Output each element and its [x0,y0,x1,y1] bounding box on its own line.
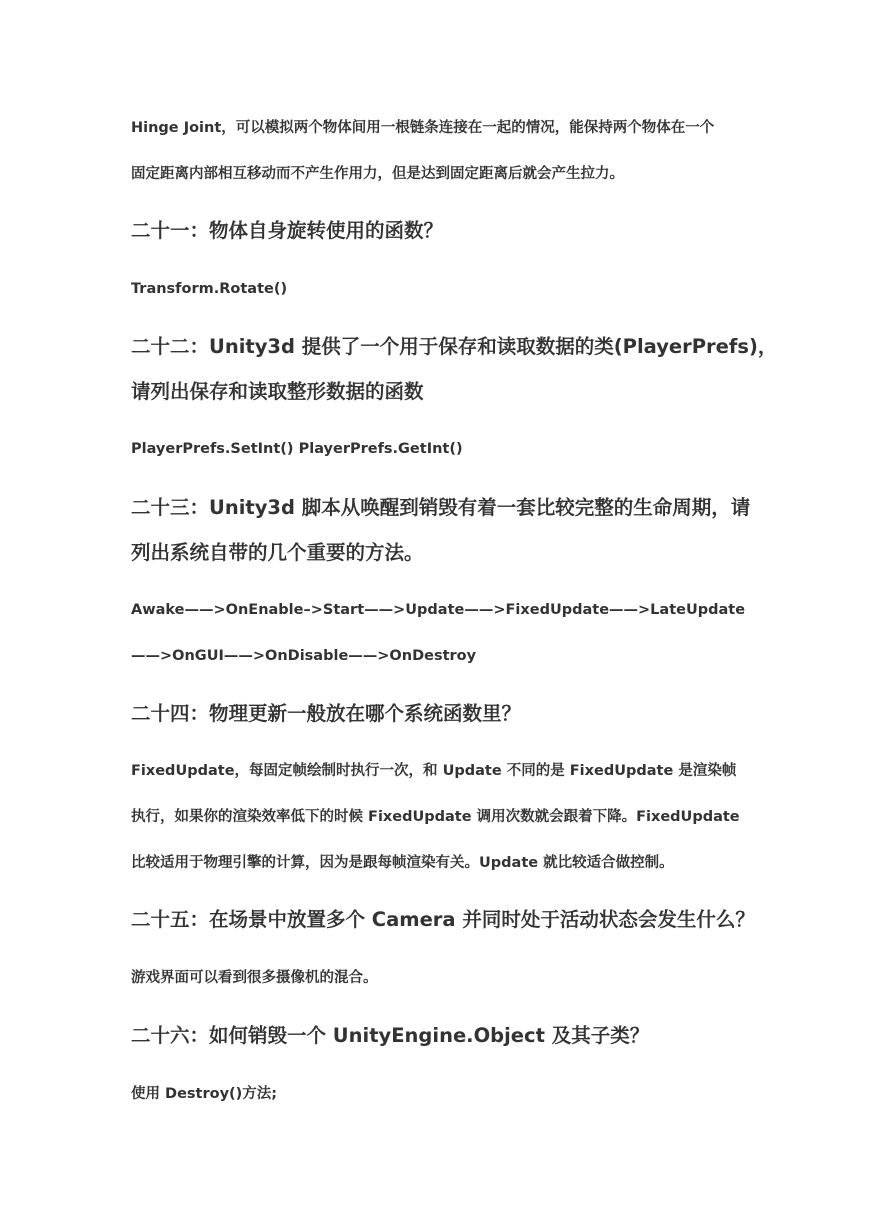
question-23-heading-line-2: 列出系统自带的几个重要的方法。 [131,541,424,564]
question-26-heading: 二十六：如何销毁一个 UnityEngine.Object 及其子类？ [131,1024,650,1047]
question-22-answer: PlayerPrefs.SetInt() PlayerPrefs.GetInt() [131,441,463,457]
question-21-answer: Transform.Rotate() [131,281,288,297]
question-25-heading: 二十五：在场景中放置多个 Camera 并同时处于活动状态会发生什么？ [131,908,755,931]
question-26-answer: 使用 Destroy()方法; [131,1086,278,1102]
question-24-heading: 二十四：物理更新一般放在哪个系统函数里？ [131,702,522,725]
question-21-heading: 二十一：物体自身旋转使用的函数？ [131,219,444,242]
hinge-joint-text-line-1: Hinge Joint，可以模拟两个物体间用一根链条连接在一起的情况，能保持两个物体在一个 [131,120,715,136]
question-24-answer-line-3: 比较适用于物理引擎的计算，因为是跟每帧渲染有关。Update 就比较适合做控制。 [131,855,674,871]
question-22-heading-line-2: 请列出保存和读取整形数据的函数 [131,380,424,403]
question-25-answer: 游戏界面可以看到很多摄像机的混合。 [131,970,378,986]
question-23-answer-line-2: ——>OnGUI——>OnDisable——>OnDestroy [131,648,477,664]
question-23-heading-line-1: 二十三：Unity3d 脚本从唤醒到销毁有着一套比较完整的生命周期，请 [131,496,751,519]
question-24-answer-line-2: 执行，如果你的渲染效率低下的时候 FixedUpdate 调用次数就会跟着下降。FixedUpdate [131,809,740,825]
question-24-answer-line-1: FixedUpdate，每固定帧绘制时执行一次，和 Update 不同的是 FixedUpdate 是渲染帧 [131,763,737,779]
question-23-answer-line-1: Awake——>OnEnable–>Start——>Update——>FixedUpdate——>LateUpdate [131,602,746,618]
question-22-heading-line-1: 二十二：Unity3d 提供了一个用于保存和读取数据的类(PlayerPrefs)， [131,335,778,358]
hinge-joint-text-line-2: 固定距离内部相互移动而不产生作用力，但是达到固定距离后就会产生拉力。 [131,166,624,182]
